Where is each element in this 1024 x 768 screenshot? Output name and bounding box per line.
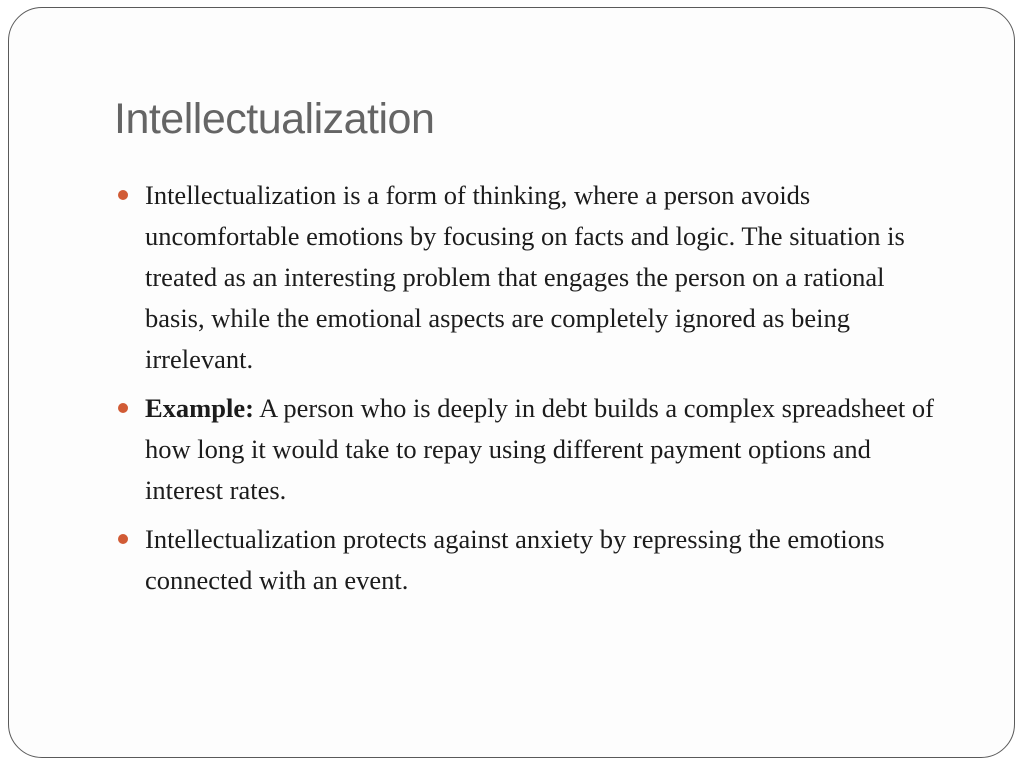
bullet-dot-icon xyxy=(118,190,128,200)
bullet-text: Intellectualization protects against anxiety by repressing the emotions connected with an event. xyxy=(145,524,885,595)
slide-frame xyxy=(8,7,1015,758)
bullet-item-definition xyxy=(145,175,945,380)
bullet-dot-icon xyxy=(118,403,128,413)
bullet-label-example: Example: xyxy=(145,393,254,423)
bullet-item-example xyxy=(145,388,945,511)
slide-title: Intellectualization xyxy=(114,95,435,143)
bullet-text: Intellectualization is a form of thinking, where a person avoids uncomfortable emotions by focusing on facts and logic. The situation is treated as an interesting problem that engages the person on a rational basis, while the emotional aspects are completely ignored as being irrelevant. xyxy=(145,180,905,374)
bullet-dot-icon xyxy=(118,534,128,544)
bullet-list xyxy=(145,175,945,609)
bullet-text: A person who is deeply in debt builds a complex spreadsheet of how long it would take to repay using different payment options and interest rates. xyxy=(145,393,934,505)
bullet-item-protection xyxy=(145,519,945,601)
